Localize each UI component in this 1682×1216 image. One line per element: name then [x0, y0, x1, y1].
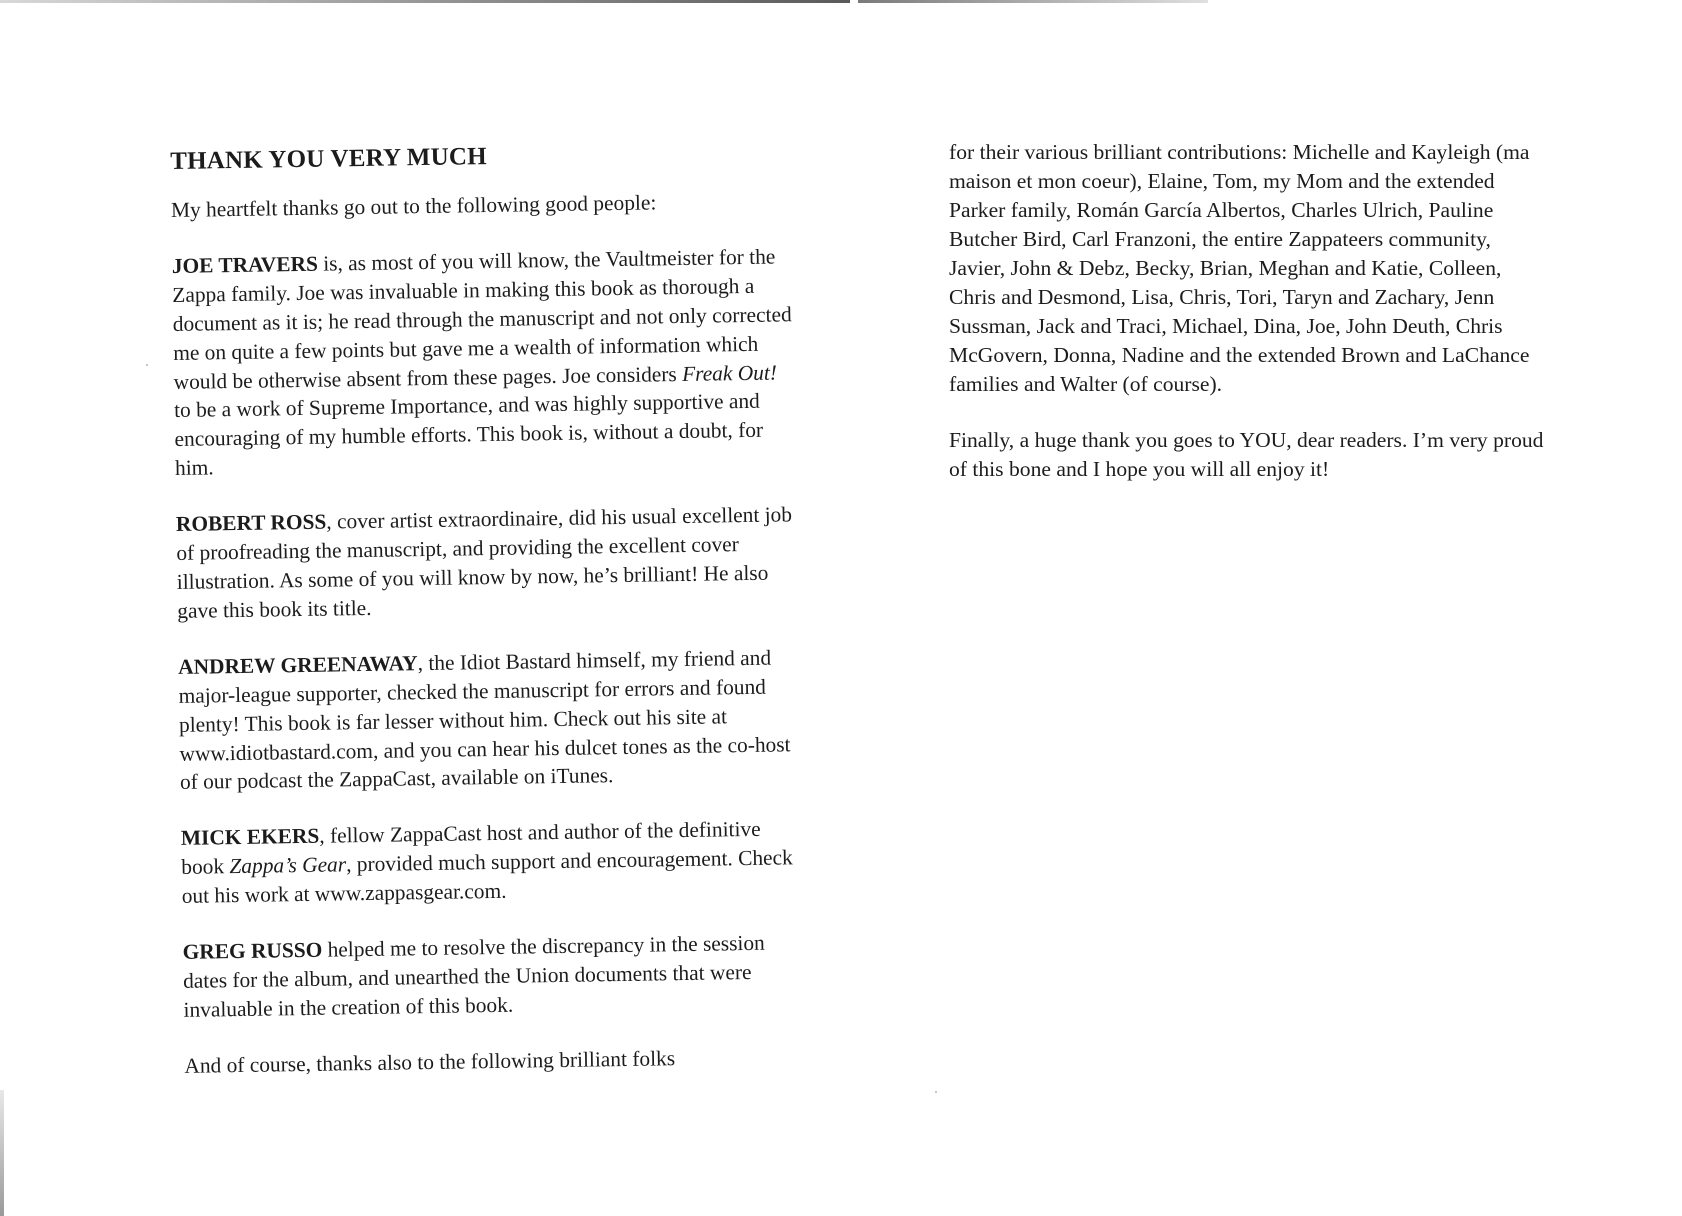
greenaway-text: , the Idiot Bastard himself, my friend and major-league supporter, checked the manuscript for errors and found plenty! This book is far lesser without him. Check out his site at www.idiotbastard.com, and you can hear his dulcet tones as the co-host of our podcast the ZappaCast, available on iTunes. [178, 645, 791, 795]
zappas-gear-title: Zappa’s Gear [229, 852, 347, 879]
intro-paragraph: My heartfelt thanks go out to the following good people: [170, 190, 657, 222]
right-page [841, 0, 1682, 1216]
ross-text: , cover artist extraordinaire, did his usual excellent job of proofreading the manuscript, and providing the excellent cover illustration. As some of you will know by now, he’s brilliant! He also gave this book its title. [176, 502, 793, 623]
continuation-paragraph: for their various brilliant contributions: Michelle and Kayleigh (ma maison et mon coeur), Elaine, Tom, my Mom and the extended Parker family, Román García Albertos, Charles Ulrich, Pauline Butcher Bird, Carl Franzoni, the entire Zappateers community, Javier, John & Debz, Becky, Brian, Meghan and Katie, Colleen, Chris and Desmond, Lisa, Chris, Tori, Taryn and Zachary, Jenn Sussman, Jack and Traci, Michael, Dina, Joe, John Deuth, Chris McGovern, Donna, Nadine and the extended Brown and LaChance families and Walter (of course). [949, 140, 1530, 396]
ross-paragraph [176, 500, 803, 625]
russo-name: GREG RUSSO [182, 937, 323, 964]
right-text-column [949, 138, 1549, 511]
greenaway-name: ANDREW GREENAWAY [177, 650, 418, 679]
left-text-column [170, 138, 810, 1107]
travers-paragraph [172, 242, 801, 483]
travers-text-b: to be a work of Supreme Importance, and was highly supportive and encouraging of my humble efforts. This book is, without a doubt, for him. [173, 389, 764, 481]
final-paragraph: Finally, a huge thank you goes to YOU, dear readers. I’m very proud of this bone and I hope you will all enjoy it! [949, 428, 1544, 481]
freak-out-title: Freak Out! [681, 360, 778, 386]
scan-speck [935, 1091, 937, 1093]
ekers-name: MICK EKERS [180, 824, 320, 851]
travers-text-a: is, as most of you will know, the Vaultmeister for the Zappa family. Joe was invaluable in making this book as thorough a document as it is; he read through the manuscript and not only corrected me on quite a few points but gave me a wealth of information which would be otherwise absent from these pages. Joe considers [172, 244, 792, 394]
ekers-paragraph [181, 814, 807, 911]
ekers-text-a: , fellow ZappaCast host and author of the definitive book [181, 817, 761, 880]
ross-name: ROBERT ROSS [175, 509, 327, 537]
russo-text: helped me to resolve the discrepancy in the session dates for the album, and unearthed the Union documents that were invaluable in the creation of this book. [182, 930, 765, 1022]
greenaway-paragraph [178, 643, 805, 797]
russo-paragraph [182, 928, 808, 1025]
ekers-text-b: , provided much support and encouragement. Check out his work at www.zappasgear.com. [181, 845, 793, 909]
scan-speck [146, 364, 148, 366]
travers-name: JOE TRAVERS [171, 251, 319, 278]
closing-paragraph: And of course, thanks also to the following brilliant folks [184, 1045, 676, 1078]
page-heading: THANK YOU VERY MUCH [170, 143, 487, 175]
